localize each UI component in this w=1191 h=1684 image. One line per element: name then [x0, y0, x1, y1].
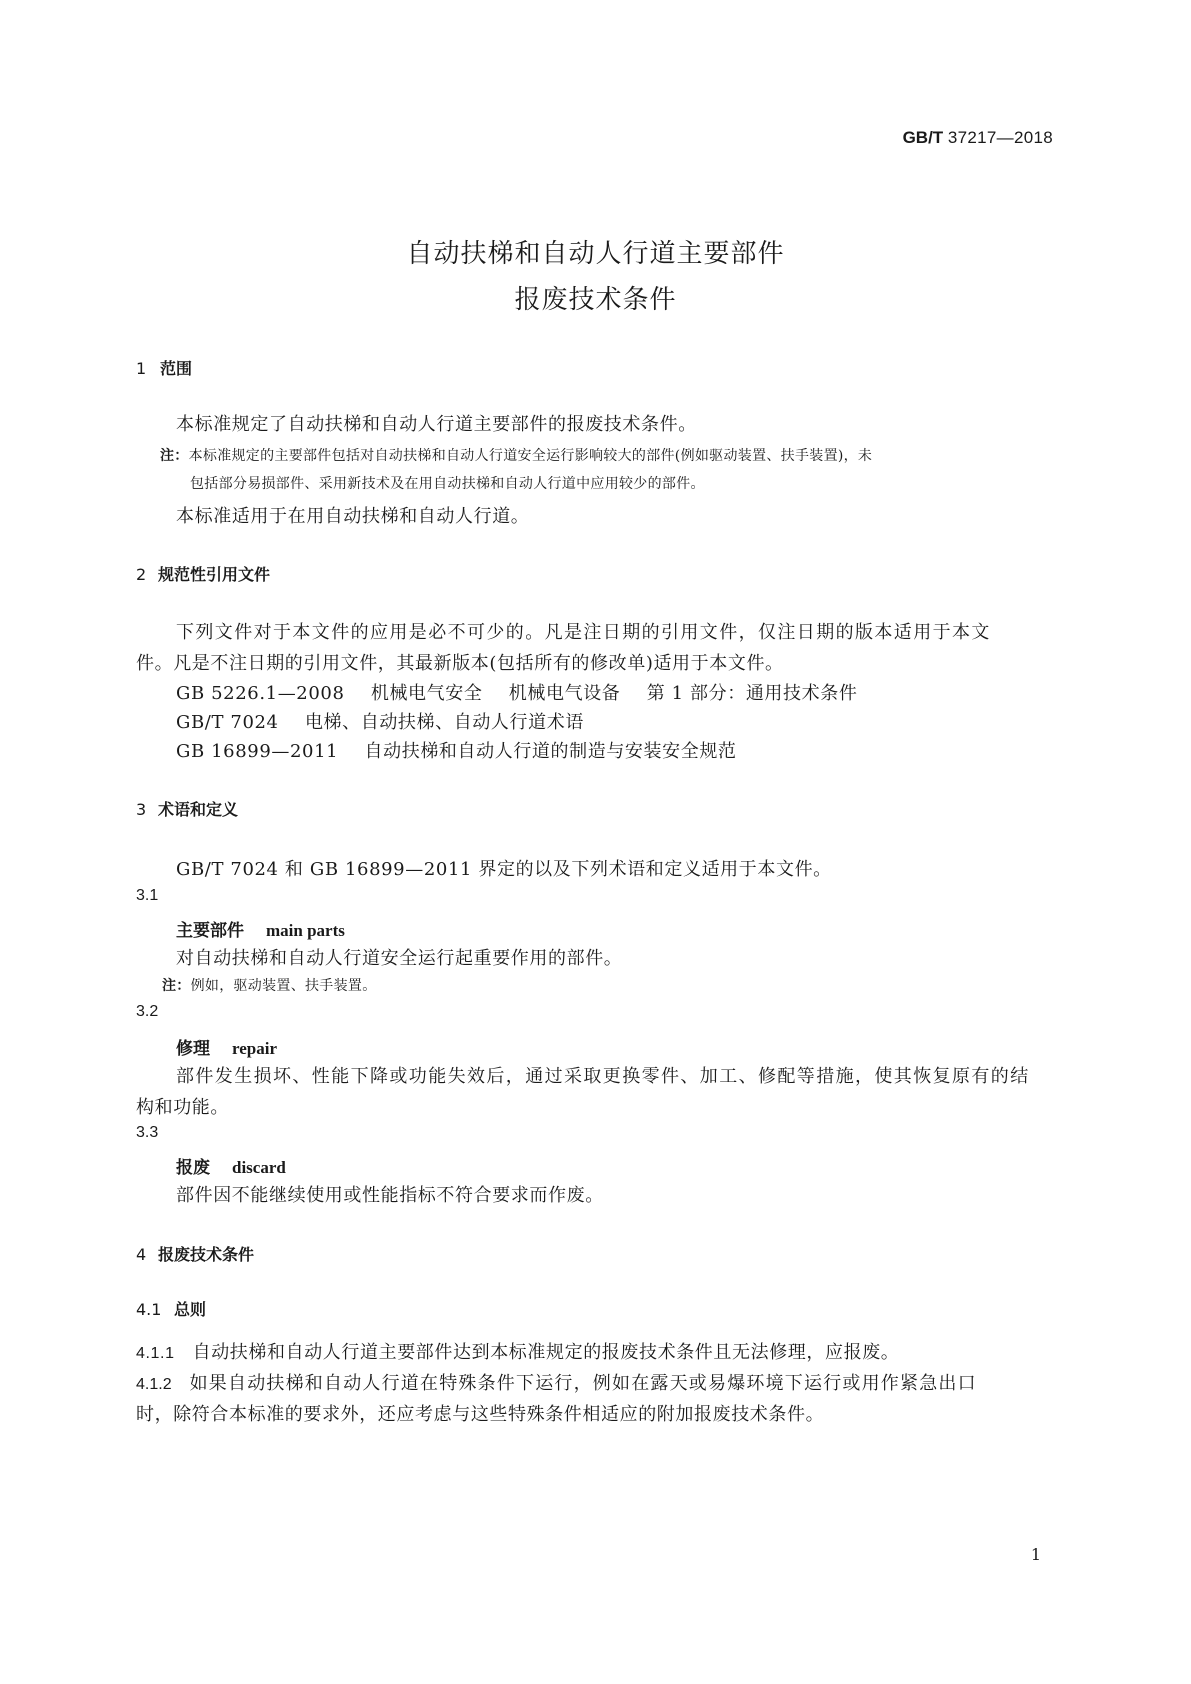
page-number: 1: [1030, 1545, 1041, 1564]
clause-4-1-1: [136, 1338, 899, 1364]
term-definition: 部件因不能继续使用或性能指标不符合要求而作废。: [176, 1185, 604, 1206]
subsection-title: 总则: [174, 1300, 207, 1319]
term-definition-line1: 部件发生损坏、性能下降或功能失效后，通过采取更换零件、加工、修配等措施，使其恢复原有的结: [176, 1066, 1030, 1087]
reference-title-part: 机械电气安全: [370, 683, 483, 704]
reference-code: GB/T 7024: [176, 712, 279, 733]
terms-intro: GB/T 7024 和 GB 16899—2011 界定的以及下列术语和定义适用于本文件。: [176, 859, 832, 880]
clause-4-1-2: [136, 1369, 977, 1395]
reference-item: [176, 708, 584, 734]
term-en: main parts: [266, 921, 345, 940]
term-definition: 对自动扶梯和自动人行道安全运行起重要作用的部件。: [176, 948, 623, 969]
term-en: repair: [232, 1039, 278, 1058]
section-title: 规范性引用文件: [158, 565, 271, 584]
term-note: [162, 975, 377, 995]
normative-refs-intro-line2: 件。凡是不注日期的引用文件，其最新版本(包括所有的修改单)适用于本文件。: [136, 653, 784, 674]
note-text-line1: 本标准规定的主要部件包括对自动扶梯和自动人行道安全运行影响较大的部件(例如驱动装置、扶手装置)，未: [188, 448, 873, 464]
subsection-4-1-heading: [136, 1297, 206, 1320]
normative-refs-intro-line1: 下列文件对于本文件的应用是必不可少的。凡是注日期的引用文件，仅注日期的版本适用于本文: [176, 622, 991, 643]
note-label: 注：: [162, 978, 191, 994]
term-heading: [176, 1034, 277, 1059]
term-zh: 报废: [176, 1158, 210, 1178]
term-heading: [176, 1153, 286, 1178]
section-1-heading: [136, 356, 192, 379]
term-zh: 修理: [176, 1039, 210, 1059]
term-number: 3.1: [136, 887, 159, 904]
section-number: 2: [136, 565, 147, 584]
section-number: 4: [136, 1245, 147, 1264]
standard-code: 37217—2018: [947, 128, 1053, 147]
document-title-line1: 自动扶梯和自动人行道主要部件: [406, 239, 785, 269]
reference-item: [176, 737, 737, 763]
scope-paragraph-2: 本标准适用于在用自动扶梯和自动人行道。: [176, 506, 530, 527]
clause-number: 4.1.2: [136, 1376, 172, 1393]
reference-item: [176, 679, 857, 705]
section-3-heading: [136, 797, 238, 820]
document-title-line2: 报废技术条件: [514, 285, 677, 315]
standard-number: [903, 128, 1053, 148]
term-en: discard: [232, 1158, 286, 1177]
reference-code: GB 5226.1—2008: [176, 683, 345, 704]
reference-title-part: 第 1 部分：通用技术条件: [646, 683, 858, 704]
note-text: 例如，驱动装置、扶手装置。: [190, 978, 377, 994]
reference-title-part: 自动扶梯和自动人行道的制造与安装安全规范: [364, 741, 737, 762]
section-2-heading: [136, 562, 270, 585]
term-heading: [176, 916, 345, 941]
term-definition-line2: 构和功能。: [136, 1097, 229, 1118]
clause-text-line1: 如果自动扶梯和自动人行道在特殊条件下运行，例如在露天或易爆环境下运行或用作紧急出口: [189, 1373, 977, 1394]
note-label: 注：: [160, 448, 189, 464]
term-zh: 主要部件: [176, 921, 244, 941]
scope-paragraph-1: 本标准规定了自动扶梯和自动人行道主要部件的报废技术条件。: [176, 414, 697, 435]
section-title: 范围: [160, 359, 193, 378]
section-number: 3: [136, 800, 147, 819]
standard-prefix: GB/T: [902, 128, 944, 147]
term-number: 3.2: [136, 1003, 159, 1020]
section-title: 术语和定义: [158, 800, 239, 819]
subsection-number: 4.1: [136, 1300, 162, 1319]
clause-number: 4.1.1: [136, 1345, 175, 1362]
section-title: 报废技术条件: [158, 1245, 255, 1264]
section-4-heading: [136, 1242, 254, 1265]
section-number: 1: [136, 359, 147, 378]
reference-title-part: 电梯、自动扶梯、自动人行道术语: [304, 712, 584, 733]
scope-note-line2: 包括部分易损部件、采用新技术及在用自动扶梯和自动人行道中应用较少的部件。: [190, 476, 705, 492]
clause-4-1-2-line2: 时，除符合本标准的要求外，还应考虑与这些特殊条件相适应的附加报废技术条件。: [136, 1404, 825, 1425]
reference-title-part: 机械电气设备: [508, 683, 621, 704]
clause-text: 自动扶梯和自动人行道主要部件达到本标准规定的报废技术条件且无法修理，应报废。: [192, 1342, 900, 1363]
term-number: 3.3: [136, 1124, 159, 1141]
reference-code: GB 16899—2011: [176, 741, 339, 762]
scope-note: [160, 445, 872, 465]
